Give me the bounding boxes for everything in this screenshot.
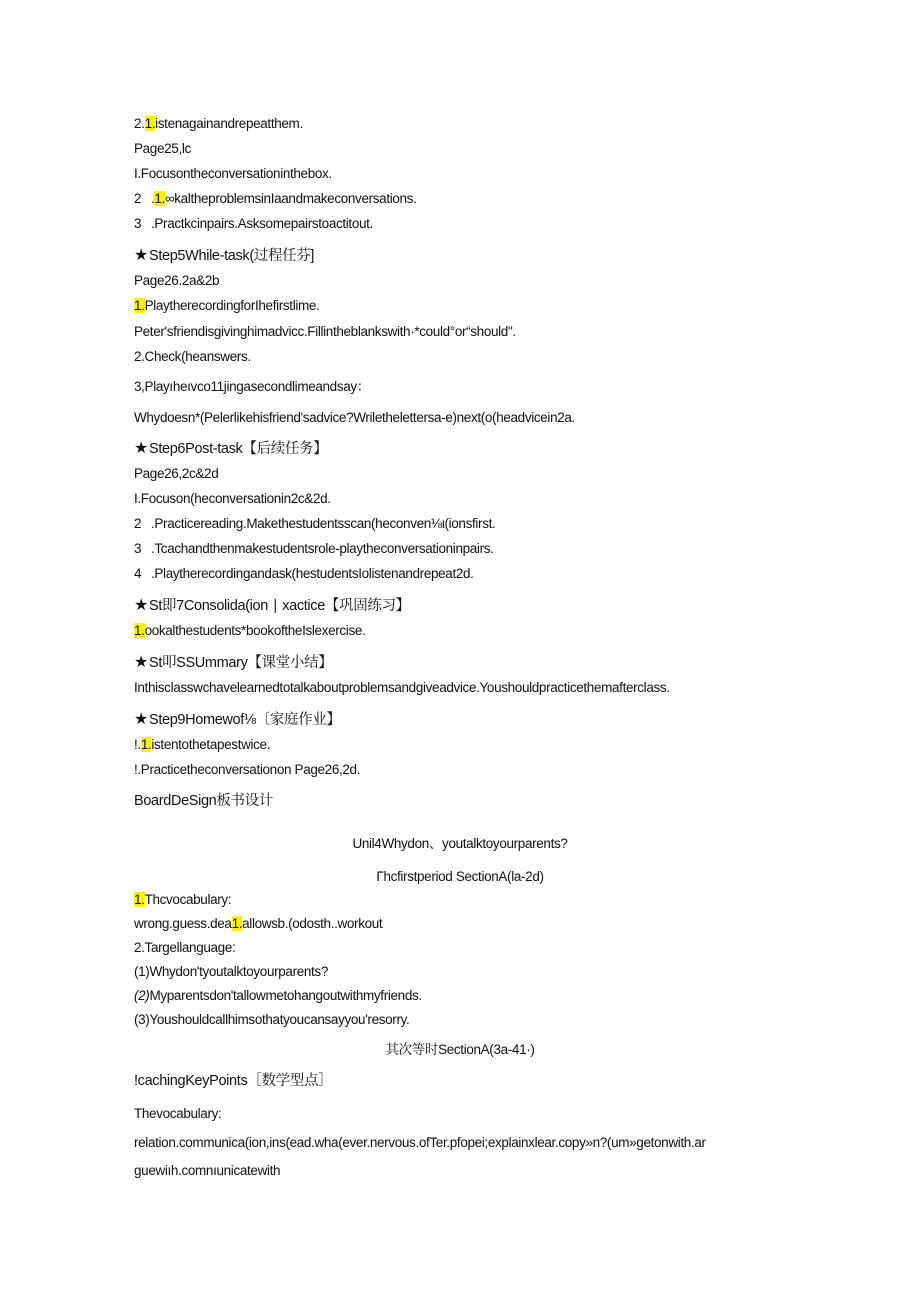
star-icon: ★ [134,440,148,457]
text-line: 4 .Playtherecordingandask(hestudentsIolistenandrepeat2d. [134,566,474,581]
highlight: 1. [134,892,145,907]
text-line: Peter'sfriendisgivinghimadvicc.Fillintheblankswith·*could°or“should". [134,324,516,339]
text-line: Page25,lc [134,141,191,156]
text-line: Inthisclasswchavelearnedtotalkaboutproblemsandgiveadvice.Youshouldpracticethemafterclass. [134,680,670,695]
highlight: 1. [231,916,243,931]
highlight: 1. [144,116,156,131]
star-icon: ★ [134,247,148,264]
text-line: 2.Check(heanswers. [134,349,251,364]
text-line: 2.Targellanguage: [134,940,236,955]
text-line: Thevocabulary: [134,1106,222,1121]
text-line: !.1.istentothetapestwice. [134,737,271,752]
text-line: (3)Youshouldcallhimsothatyoucansayyou'resorry. [134,1012,410,1027]
highlight: 1. [134,623,145,638]
section-heading: ★St即7Consolida(ion ∣ xactice【巩固练习】 [134,597,410,614]
text-line: 3 .Practkcinpairs.Asksomepairstoactitout. [134,216,373,231]
period-heading: 其次等时SectionA(3a-41·) [385,1042,535,1057]
text-line: (1)Whydon'tyoutalktoyourparents? [134,964,328,979]
text-line: Page26,2c&2d [134,466,219,481]
board-title: Unil4Whydon、youtalktoyourparents? [352,836,568,851]
text-line: !.Practicetheconversationon Page26,2d. [134,762,361,777]
text-line: 3 .Tcachandthenmakestudentsrole-playtheconversationinpairs. [134,541,494,556]
text-line: guewiıh.comnıunicatewith [134,1163,281,1178]
highlight: 1. [154,191,165,206]
text-line: I.Focuson(heconversationin2c&2d. [134,491,331,506]
section-heading: !cachingKeyPoints［数学型点］ [134,1073,333,1089]
text-line: (2)Myparentsdon'tallowmetohangoutwithmyfriends. [134,988,422,1003]
section-heading: ★Step9Homewof⅛〔家庭作业】 [134,711,341,728]
section-heading: ★Step5While-task(过程任芬] [134,247,315,264]
section-heading: ★St叩SSUmmary【课堂小结】 [134,654,333,671]
section-heading: ★Step6Post-task【后续任务】 [134,440,328,457]
text-line: 1.Thcvocabulary: [134,892,232,907]
text-line: 2.1.istenagainandrepeatthem. [134,116,303,131]
text-line: 2 .Practicereading.Makethestudentsscan(heconven⅛ι(ionsfirst. [134,516,496,531]
section-heading: BoardDeSign板书设计 [134,793,273,809]
text-line: Whydoesn*(Pelerlikehisfriend'sadvice?Wrilethelettersa-e)next(o(headvicein2a. [134,410,575,425]
text-line: I.Focusontheconversationinthebox. [134,166,332,181]
highlight: 1. [140,737,152,752]
star-icon: ★ [134,654,148,671]
text-line: relation.communica(ion,ins(ead.wha(ever.nervous.ofTer.pfopei;explainxlear.copy»n?(um»getonwith.ar [134,1135,706,1150]
text-line: 1.PlaytherecordingforIhefirstlime. [134,298,320,313]
text-line: 3,Playıheıvco11jingasecondlimeandsay： [134,379,370,394]
star-icon: ★ [134,711,148,728]
text-line: 1.ookalthestudents*bookoftheIslexercise. [134,623,366,638]
text-line: 2 .1.∞kaltheproblemsinIaandmakeconversations. [134,191,417,206]
star-icon: ★ [134,597,148,614]
text-line: wrong.guess.dea1.allowsb.(odosth..workout [134,916,383,931]
board-subtitle: Γhcfirstperiod SectionA(la-2d) [376,869,544,884]
highlight: 1. [134,298,145,313]
text-line: Page26.2a&2b [134,273,220,288]
